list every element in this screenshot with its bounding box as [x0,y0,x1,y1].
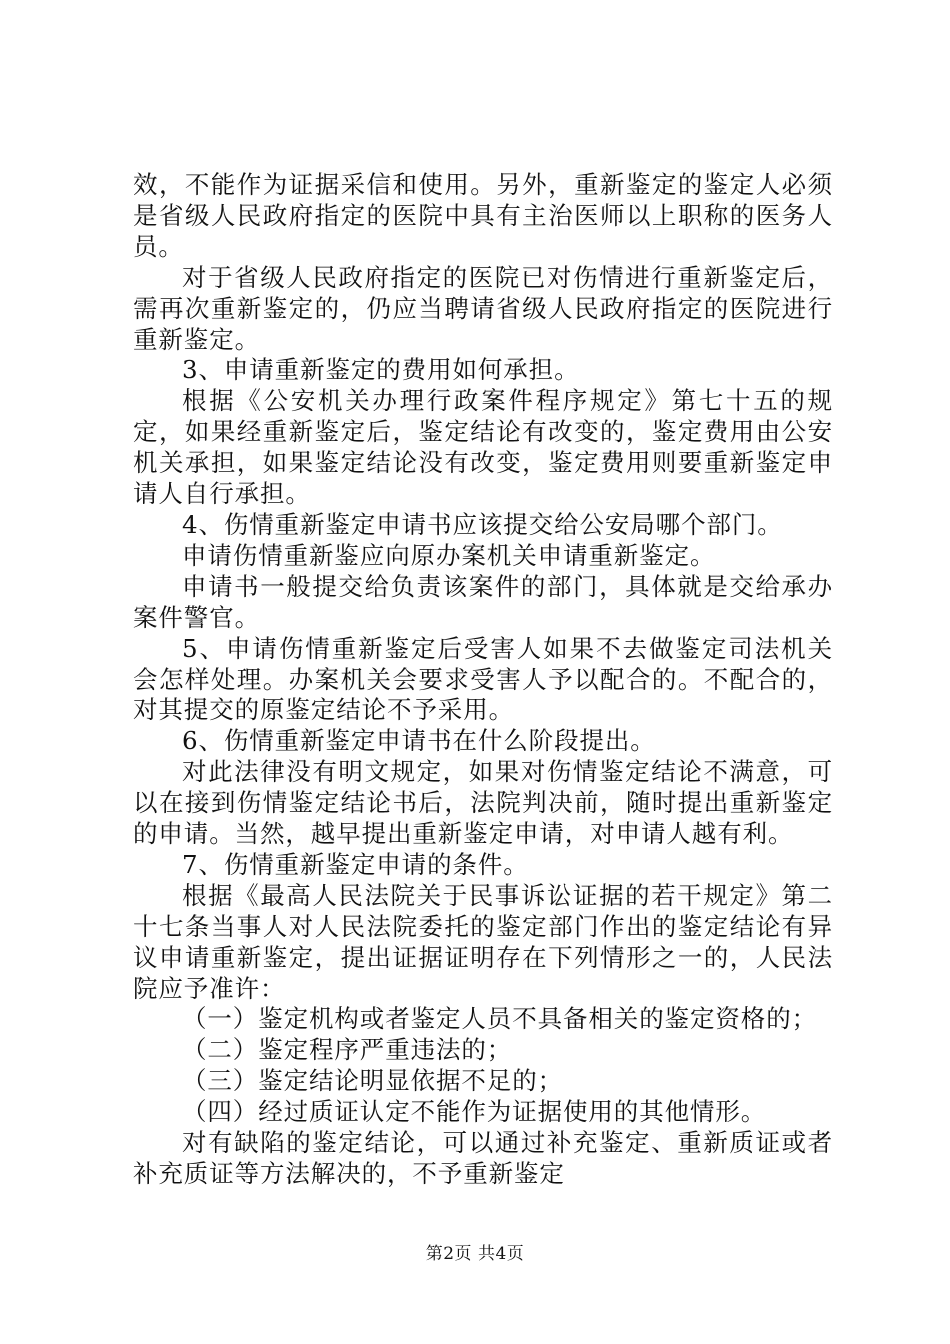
list-item-3: （三）鉴定结论明显依据不足的； [182,1066,563,1096]
section-heading-6: 6、伤情重新鉴定申请书在什么阶段提出。 [182,726,656,756]
paragraph-12: 根据《最高人民法院关于民事诉讼证据的若干规定》第二十七条当事人对人民法院委托的鉴定部门作出的鉴定结论有异议申请重新鉴定，提出证据证明存在下列情形之一的，人民法院应予准许： [133,880,833,1003]
paragraph-2: 对于省级人民政府指定的医院已对伤情进行重新鉴定后，需再次重新鉴定的，仍应当聘请省级人民政府指定的医院进行重新鉴定。 [133,262,833,354]
list-item-4: （四）经过质证认定不能作为证据使用的其他情形。 [182,1097,767,1127]
paragraph-7: 申请书一般提交给负责该案件的部门，具体就是交给承办案件警官。 [133,571,833,632]
section-heading-7: 7、伤情重新鉴定申请的条件。 [182,849,529,879]
page-footer: 第2页 共4页 [425,1244,525,1264]
paragraph-17: 对有缺陷的鉴定结论，可以通过补充鉴定、重新质证或者补充质证等方法解决的，不予重新鉴定 [133,1128,833,1188]
paragraph-10: 对此法律没有明文规定，如果对伤情鉴定结论不满意，可以在接到伤情鉴定结论书后，法院判决前，随时提出重新鉴定的申请。当然，越早提出重新鉴定申请，对申请人越有利。 [133,757,833,849]
list-item-2: （二）鉴定程序严重违法的； [182,1035,513,1065]
section-heading-3: 3、申请重新鉴定的费用如何承担。 [182,355,580,385]
section-heading-5: 5、申请伤情重新鉴定后受害人如果不去做鉴定司法机关会怎样处理。办案机关会要求受害人予以配合的。不配合的，对其提交的原鉴定结论不予采用。 [133,633,833,725]
paragraph-6: 申请伤情重新鉴应向原办案机关申请重新鉴定。 [182,540,716,570]
list-item-1: （一）鉴定机构或者鉴定人员不具备相关的鉴定资格的； [182,1004,817,1034]
paragraph-4: 根据《公安机关办理行政案件程序规定》第七十五的规定，如果经重新鉴定后，鉴定结论有改变的，鉴定费用由公安机关承担，如果鉴定结论没有改变，鉴定费用则要重新鉴定申请人自行承担。 [133,386,833,509]
document-body [133,170,833,1190]
paragraph-1: 效，不能作为证据采信和使用。另外，重新鉴定的鉴定人必须是省级人民政府指定的医院中具有主治医师以上职称的医务人员。 [133,170,833,261]
section-heading-4: 4、伤情重新鉴定申请书应该提交给公安局哪个部门。 [182,509,783,539]
